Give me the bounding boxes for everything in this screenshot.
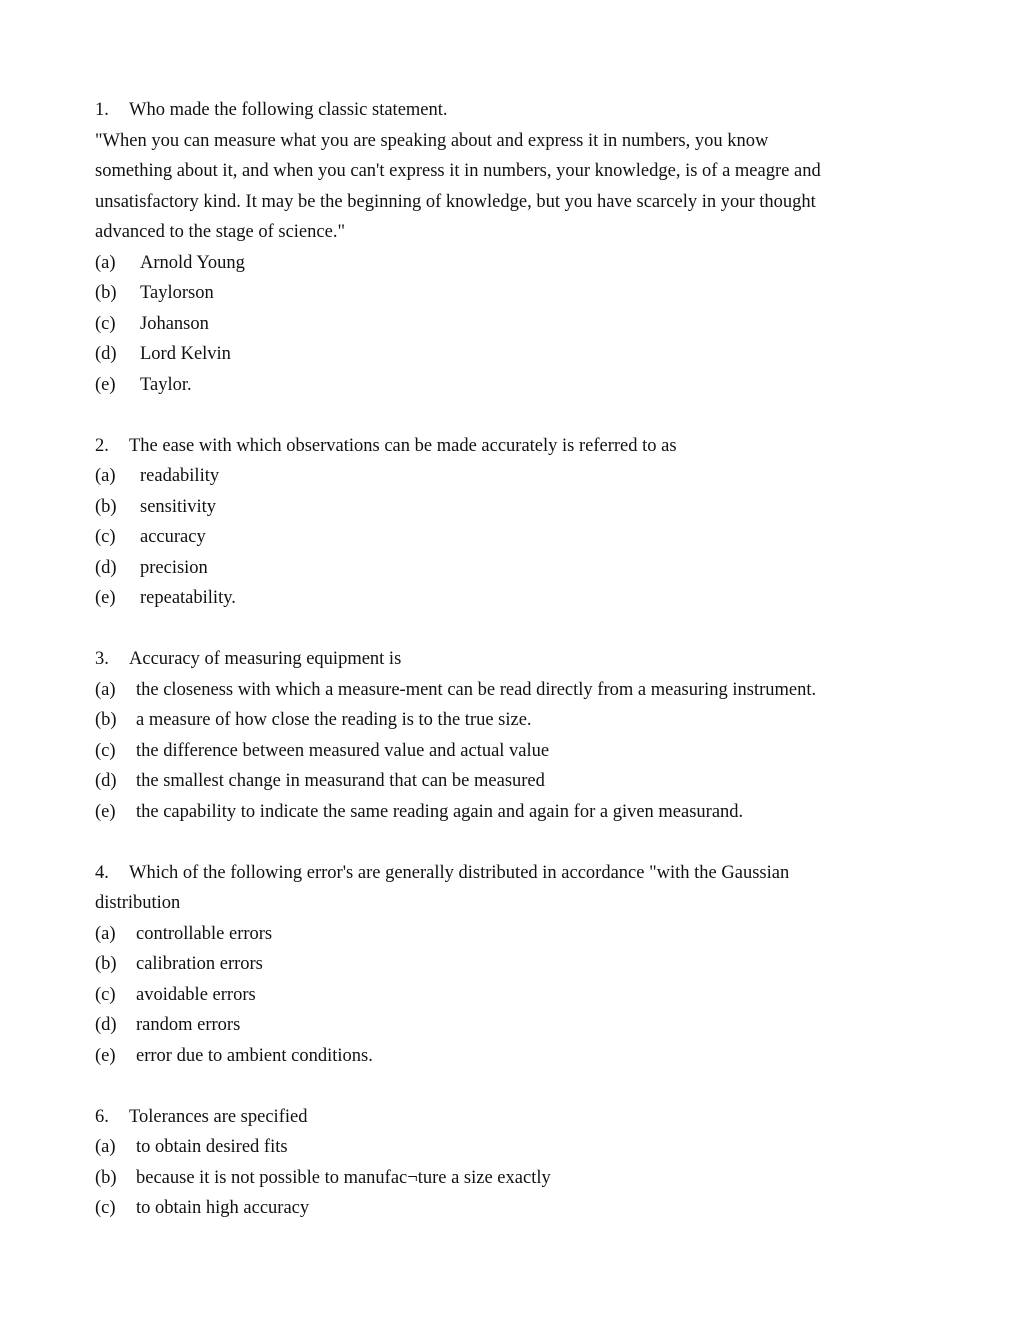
answer-option: [95, 339, 915, 370]
option-label: (d): [95, 557, 117, 578]
option-label: (a): [95, 252, 116, 273]
option-label: (a): [95, 466, 116, 486]
option-text: the difference between measured value and actual value: [136, 740, 550, 761]
option-text: Taylorson: [140, 283, 214, 303]
option-label: (d): [95, 344, 117, 364]
option-label: (c): [95, 984, 116, 1005]
question-stem: [95, 644, 915, 675]
option-text: Lord Kelvin: [140, 344, 231, 364]
option-label: (e): [95, 588, 116, 608]
option-label: (b): [95, 283, 117, 303]
option-text: controllable errors: [136, 923, 273, 944]
option-text: to obtain desired fits: [136, 1137, 288, 1157]
option-text: random errors: [136, 1015, 241, 1035]
option-label: (a): [95, 679, 116, 700]
question-text: Tolerances are specified: [129, 1106, 308, 1127]
answer-option: [95, 1041, 915, 1072]
question-spacer: [95, 614, 915, 645]
option-label: (a): [95, 923, 116, 944]
question-text-continuation: something about it, and when you can't express it in numbers, your knowledge, is of a meagre and: [95, 161, 821, 181]
answer-option: [95, 797, 915, 828]
question-text: Who made the following classic statement.: [129, 100, 448, 120]
question-number: 2.: [95, 435, 109, 456]
question-stem: [95, 1102, 915, 1133]
option-label: (e): [95, 374, 116, 395]
question-text-continuation: unsatisfactory kind. It may be the beginning of knowledge, but you have scarcely in your thought: [95, 191, 816, 212]
question-text: Accuracy of measuring equipment is: [129, 649, 402, 669]
option-text: accuracy: [140, 527, 206, 547]
answer-option: [95, 1193, 915, 1224]
option-label: (c): [95, 740, 116, 761]
option-text: to obtain high accuracy: [136, 1198, 310, 1218]
question-block: [95, 858, 915, 1072]
answer-option: [95, 919, 915, 950]
option-text: error due to ambient conditions.: [136, 1045, 373, 1066]
question-number: 1.: [95, 100, 109, 120]
option-label: (e): [95, 1045, 116, 1066]
answer-option: [95, 583, 915, 614]
answer-option: [95, 1132, 915, 1163]
option-text: Johanson: [140, 313, 209, 334]
answer-option: [95, 278, 915, 309]
answer-option: [95, 492, 915, 523]
answer-option: [95, 461, 915, 492]
option-label: (b): [95, 954, 117, 974]
question-block: [95, 95, 915, 400]
option-text: repeatability.: [140, 588, 236, 608]
answer-option: [95, 675, 915, 706]
question-number: 6.: [95, 1106, 109, 1127]
question-spacer: [95, 400, 915, 431]
question-stem: [95, 858, 915, 889]
option-text: because it is not possible to manufac¬ture a size exactly: [136, 1167, 551, 1188]
answer-option: [95, 248, 915, 279]
option-label: (a): [95, 1137, 116, 1157]
option-label: (c): [95, 527, 116, 547]
option-text: the capability to indicate the same reading again and again for a given measurand.: [136, 801, 744, 822]
question-block: [95, 431, 915, 614]
option-label: (c): [95, 1198, 116, 1218]
question-text: The ease with which observations can be made accurately is referred to as: [129, 435, 677, 456]
option-text: avoidable errors: [136, 984, 256, 1005]
answer-option: [95, 553, 915, 584]
option-text: sensitivity: [140, 496, 217, 517]
option-text: readability: [140, 466, 220, 486]
question-text-continuation: distribution: [95, 893, 181, 913]
answer-option: [95, 736, 915, 767]
option-label: (e): [95, 801, 116, 822]
option-text: the closeness with which a measure-ment can be read directly from a measuring instrument.: [136, 679, 817, 700]
option-label: (c): [95, 313, 116, 334]
answer-option: [95, 522, 915, 553]
answer-option: [95, 705, 915, 736]
option-label: (d): [95, 1015, 117, 1035]
answer-option: [95, 766, 915, 797]
answer-option: [95, 370, 915, 401]
answer-option: [95, 949, 915, 980]
question-number: 3.: [95, 649, 109, 669]
option-label: (b): [95, 496, 117, 517]
question-stem: [95, 431, 915, 462]
question-block: [95, 644, 915, 827]
answer-option: [95, 309, 915, 340]
question-text-continuation: "When you can measure what you are speaking about and express it in numbers, you know: [95, 130, 769, 151]
option-text: the smallest change in measurand that can be measured: [136, 771, 545, 791]
option-label: (b): [95, 1167, 117, 1188]
document-body: [95, 95, 915, 1224]
question-stem: [95, 95, 915, 126]
option-text: Arnold Young: [140, 252, 245, 273]
question-spacer: [95, 827, 915, 858]
question-text-continuation: advanced to the stage of science.": [95, 222, 345, 242]
option-label: (b): [95, 710, 117, 730]
option-label: (d): [95, 771, 117, 791]
option-text: a measure of how close the reading is to the true size.: [136, 710, 532, 730]
answer-option: [95, 1163, 915, 1194]
question-number: 4.: [95, 862, 109, 883]
option-text: calibration errors: [136, 954, 263, 974]
question-block: [95, 1102, 915, 1224]
option-text: precision: [140, 557, 208, 578]
answer-option: [95, 1010, 915, 1041]
answer-option: [95, 980, 915, 1011]
question-text: Which of the following error's are generally distributed in accordance "with the Gaussian: [129, 862, 790, 883]
option-text: Taylor.: [140, 374, 192, 395]
question-spacer: [95, 1071, 915, 1102]
